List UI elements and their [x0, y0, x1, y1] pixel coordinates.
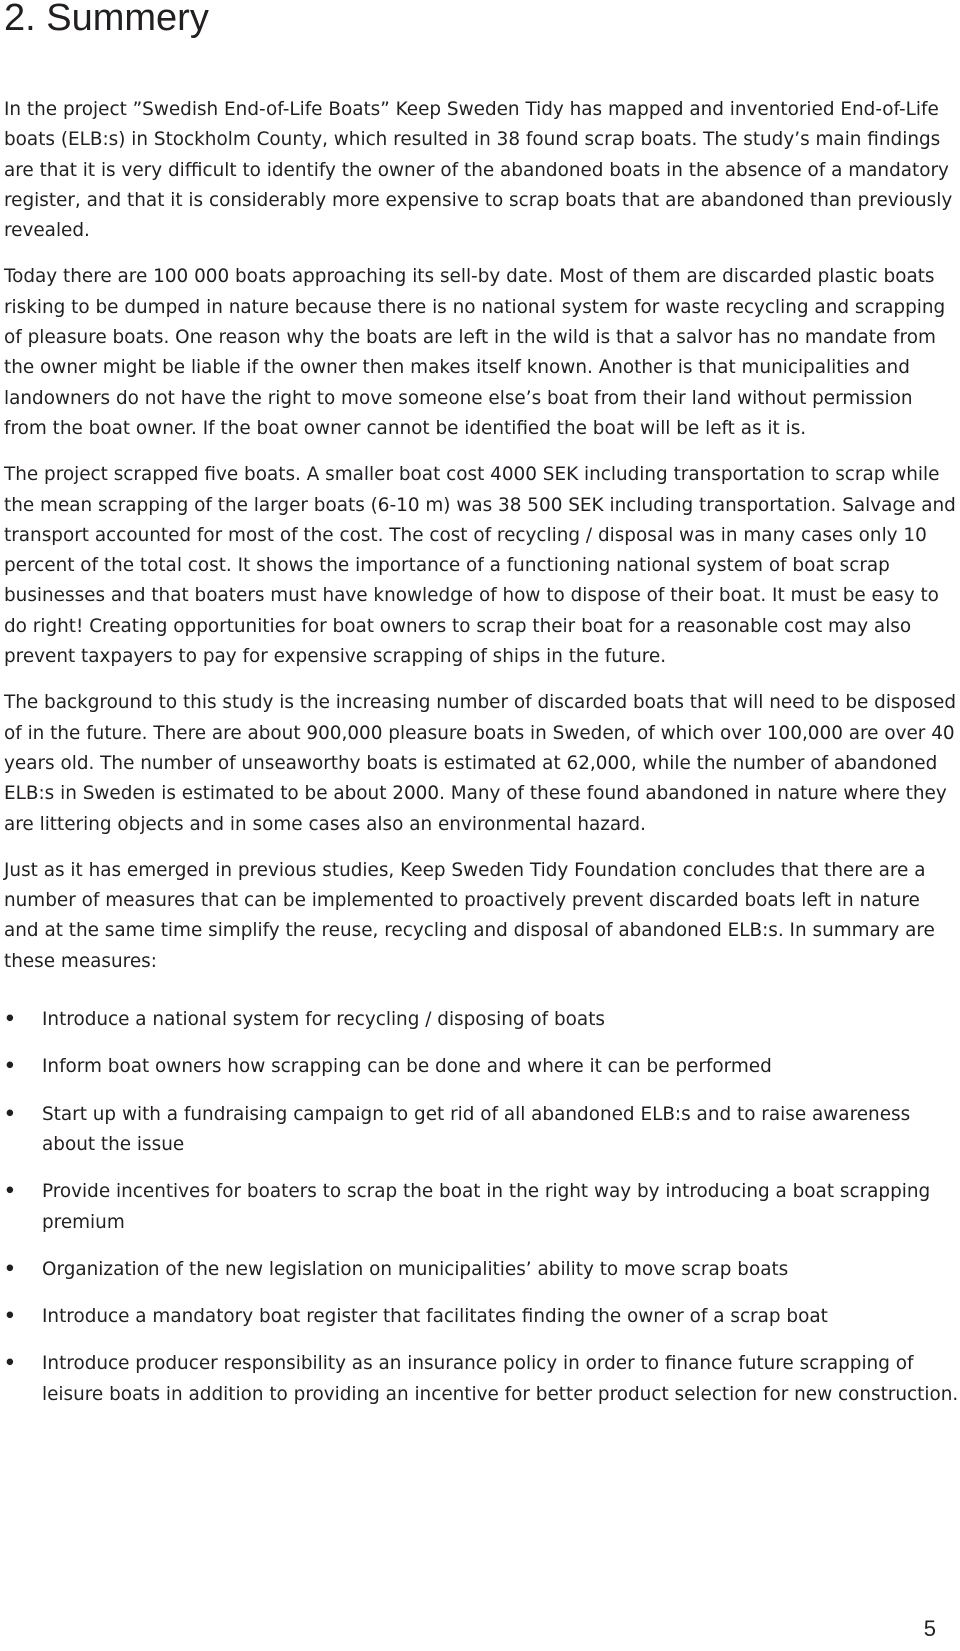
paragraph-project-costs: The project scrapped five boats. A smaller boat cost 4000 SEK including transportation to scrap while the mean scrapping of the larger boats (6-10 m) was 38 500 SEK including transportation. Salvage and transport accounted for most of the cost. The cost of recycling / disposal was in many cases only 10 percent of the total cost. It shows the importance of a functioning national system of boat scrap businesses and that boaters must have knowledge of how to dispose of their boat. It must be easy to do right! Creating opportunities for boat owners to scrap their boat for a reasonable cost may also prevent taxpayers to pay for expensive scrapping of ships in the future. — [4, 464, 956, 668]
measure-text: Inform boat owners how scrapping can be done and where it can be performed — [42, 1056, 772, 1078]
bullet-icon: • — [4, 1009, 16, 1031]
paragraph-intro: In the project ”Swedish End-of-Life Boats” Keep Sweden Tidy has mapped and inventoried End-of-Life boats (ELB:s) in Stockholm County, which resulted in 38 found scrap boats. The study’s main findings are that it is very difficult to identify the owner of the abandoned boats in the absence of a mandatory register, and that it is considerably more expensive to scrap boats that are abandoned than previously revealed. — [4, 99, 953, 242]
paragraph-background: The background to this study is the increasing number of discarded boats that will need to be disposed of in the future. There are about 900,000 pleasure boats in Sweden, of which over 100,000 are over 40 years old. The number of unseaworthy boats is estimated at 62,000, while the number of abandoned ELB:s in Sweden is estimated to be about 2000. Many of these found abandoned in nature where they are littering objects and in some cases also an environmental hazard. — [4, 692, 957, 835]
bullet-icon: • — [4, 1103, 16, 1125]
summary-body — [4, 95, 959, 1427]
bullet-icon: • — [4, 1353, 16, 1375]
list-item — [4, 1302, 959, 1332]
list-item — [4, 1005, 959, 1035]
list-item — [4, 1177, 959, 1238]
bullet-icon: • — [4, 1056, 16, 1078]
list-item — [4, 1100, 959, 1161]
list-item — [4, 1052, 959, 1082]
measure-text: Introduce a mandatory boat register that facilitates finding the owner of a scrap boat — [42, 1306, 828, 1328]
bullet-icon: • — [4, 1258, 16, 1280]
paragraph-boats-approaching-end: Today there are 100 000 boats approaching its sell-by date. Most of them are discarded plastic boats risking to be dumped in nature because there is no national system for waste recycling and scrapping of pleasure boats. One reason why the boats are left in the wild is that a salvor has no mandate from the owner might be liable if the owner then makes itself known. Another is that municipalities and landowners do not have the right to move someone else’s boat from their land without permission from the boat owner. If the boat owner cannot be identified the boat will be left as it is. — [4, 266, 946, 439]
measure-text: Introduce a national system for recycling / disposing of boats — [42, 1009, 605, 1031]
measure-text: Introduce producer responsibility as an insurance policy in order to finance future scrapping of leisure boats in addition to providing an incentive for better product selection for new construction. — [42, 1353, 959, 1405]
list-item — [4, 1349, 959, 1410]
bullet-icon: • — [4, 1306, 16, 1328]
page-number: 5 — [923, 1616, 936, 1641]
list-item — [4, 1255, 959, 1285]
page-title: 2. Summery — [4, 0, 209, 39]
measure-text: Start up with a fundraising campaign to get rid of all abandoned ELB:s and to raise awareness about the issue — [42, 1103, 911, 1155]
measure-text: Organization of the new legislation on municipalities’ ability to move scrap boats — [42, 1258, 789, 1280]
measure-text: Provide incentives for boaters to scrap the boat in the right way by introducing a boat scrapping premium — [42, 1181, 931, 1233]
paragraph-measures-intro: Just as it has emerged in previous studies, Keep Sweden Tidy Foundation concludes that there are a number of measures that can be implemented to proactively prevent discarded boats left in nature and at the same time simplify the reuse, recycling and disposal of abandoned ELB:s. In summary are these measures: — [4, 859, 935, 972]
measures-list — [4, 1005, 959, 1410]
bullet-icon: • — [4, 1181, 16, 1203]
